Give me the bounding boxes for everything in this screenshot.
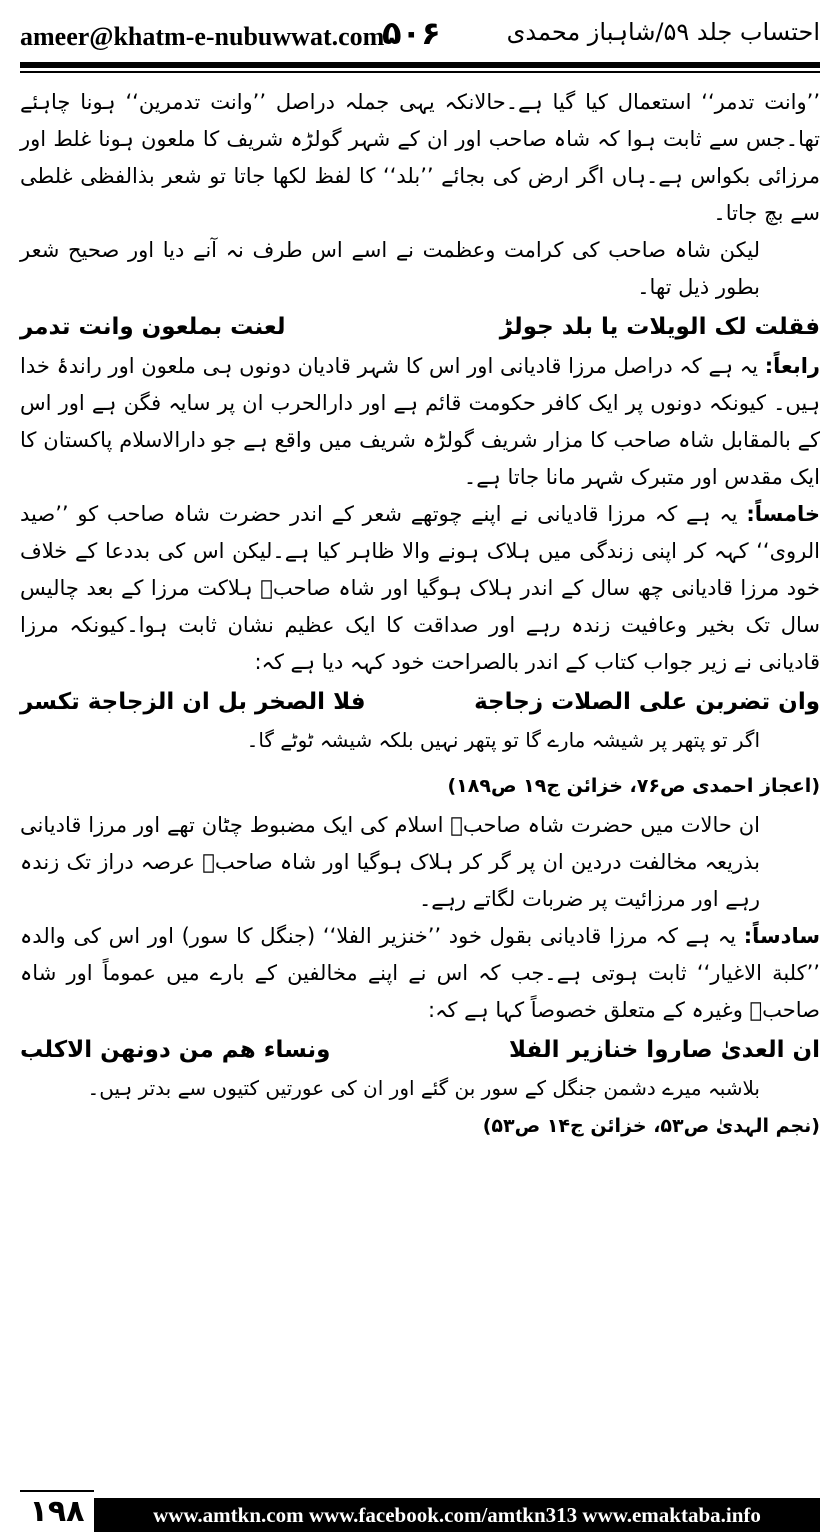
paragraph-1: ’’وانت تدمر‘‘ استعمال کیا گیا ہے۔حالانکہ یہی جملہ دراصل ’’وانت تدمرین‘‘ ہونا چاہئے تھا۔جس سے ثابت ہوا کہ شاہ صاحب اور ان کے شہر گولڑہ شریف کا ملعون ہونا غلط اور مرزائی بکواس ہے۔ہاں اگر ارض کی بجائے ’’بلد‘‘ کا لفظ لکھا جاتا تو شعر بذالفظی غلطی سے بچ جاتا۔ (20, 90, 820, 225)
header-rule-thick (20, 62, 820, 68)
page-footer (0, 1488, 840, 1540)
couplet-1-right-hemistich: فقلت لک الویلات یا بلد جولڑ (499, 314, 820, 340)
couplet-2-left-hemistich: فلا الصخر بل ان الزجاجة تکسر (20, 689, 366, 715)
section-4 (20, 348, 820, 496)
section-6-label: سادساً: (743, 924, 820, 948)
couplet-3-translation: بلاشبہ میرے دشمن جنگل کے سور بن گئے اور ان کی عورتیں کتیوں سے بدتر ہیں۔ (87, 1076, 760, 1100)
section-6 (20, 918, 820, 1029)
couplet-3-left-hemistich: ونساء هم من دونهن الاکلب (20, 1037, 331, 1063)
couplet-1 (20, 308, 820, 346)
section-5 (20, 496, 820, 681)
header-page-number: ۵۰۶ (382, 14, 441, 52)
footer-url-bar: www.amtkn.com www.facebook.com/amtkn313 www.emaktaba.info (94, 1498, 820, 1532)
couplet-2-reference: (اعجاز احمدی ص۷۶، خزائن ج۱۹ ص۱۸۹) (447, 775, 820, 797)
section-5-text: یہ ہے کہ مرزا قادیانی نے اپنے چوتھے شعر کے اندر حضرت شاہ صاحب کو ’’صید الروی‘‘ کہہ کر اپنی زندگی میں ہلاک ہونے والا ظاہر کیا ہے۔لیکن اس کی بددعا کے خلاف خود مرزا قادیانی چھ سال کے اندر ہلاک ہوگیا اور شاہ صاحبؒ ہلاکت مرزا کے بعد چالیس سال تک بخیر وعافیت زندہ رہے اور صداقت کا ایک عظیم نشان ثابت ہوا۔کیونکہ مرزا قادیانی نے زیر جواب کتاب کے اندر بالصراحت خود کہہ دیا ہے کہ: (20, 502, 820, 674)
header-rule-thin (20, 71, 820, 73)
paragraph-after: ان حالات میں حضرت شاہ صاحبؒ اسلام کی ایک مضبوط چٹان تھے اور مرزا قادیانی بذریعہ مخالفت دردین ان پر گر کر ہلاک ہوگیا اور شاہ صاحبؒ عرصہ دراز تک زندہ رہے اور مرزائیت پر ضربات لگاتے رہے۔ (20, 813, 760, 911)
couplet-3-reference: (نجم الہدیٰ ص۵۳، خزائن ج۱۴ ص۵۳) (482, 1115, 820, 1137)
couplet-1-left-hemistich: لعنت بملعون وانت تدمر (20, 314, 286, 340)
section-4-label: رابعاً: (764, 354, 820, 378)
page-header (0, 0, 840, 70)
header-email: ameer@khatm-e-nubuwwat.com (20, 22, 385, 51)
section-5-label: خامساً: (746, 502, 820, 526)
couplet-2-translation: اگر تو پتھر پر شیشہ مارے گا تو پتھر نہیں بلکہ شیشہ ٹوٹے گا۔ (246, 728, 760, 752)
couplet-2-right-hemistich: وان تضربن علی الصلات زجاجة (474, 689, 820, 715)
footer-page-number: ۱۹۸ (20, 1490, 94, 1532)
couplet-3-right-hemistich: ان العدیٰ صاروا خنازیر الفلا (508, 1037, 820, 1063)
couplet-2 (20, 683, 820, 721)
paragraph-2: لیکن شاہ صاحب کی کرامت وعظمت نے اسے اس طرف نہ آنے دیا اور صحیح شعر بطور ذیل تھا۔ (20, 238, 760, 299)
section-6-text: یہ ہے کہ مرزا قادیانی بقول خود ’’خنزیر الفلا‘‘ (جنگل کا سور) اور اس کی والدہ ’’کلبة الاغیار‘‘ ثابت ہوتی ہے۔جب کہ اس نے اپنے مخالفین کے بارے میں عموماً اور شاہ صاحبؒ وغیرہ کے متعلق خصوصاً کہا ہے کہ: (20, 924, 820, 1022)
couplet-3 (20, 1031, 820, 1069)
section-4-text: یہ ہے کہ دراصل مرزا قادیانی اور اس کا شہر قادیان دونوں ہی ملعون اور راندۂ خدا ہیں۔ کیونکہ دونوں پر ایک کافر حکومت قائم ہے اور دارالحرب ان پر سایہ فگن ہے اور اس کے بالمقابل شاہ صاحب کا مزار شریف گولڑہ شریف میں واقع ہے جو دارالاسلام پاکستان کا ایک مقدس اور متبرک شہر مانا جاتا ہے۔ (20, 354, 820, 489)
page-body (20, 84, 820, 1464)
header-title: احتساب جلد ۵۹/شاہباز محمدی (506, 18, 820, 46)
